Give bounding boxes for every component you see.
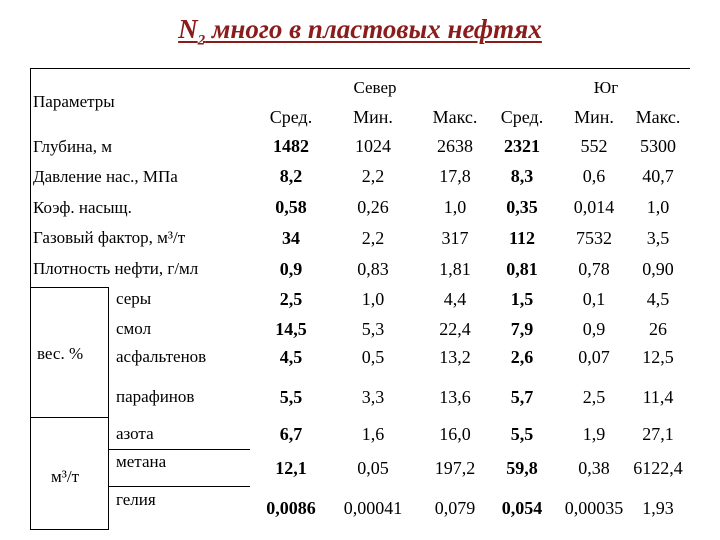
table-cell: 0,78 — [578, 259, 610, 279]
table-cell: 5,7 — [510, 387, 534, 407]
header-params: Параметры — [33, 92, 115, 111]
table-cell: 26 — [649, 319, 667, 339]
table-cell: 2,5 — [279, 289, 303, 309]
table-cell: 5300 — [640, 136, 676, 156]
table-cell: 4,5 — [279, 347, 303, 367]
column-header: Мин. — [574, 107, 614, 127]
row-label: гелия — [116, 490, 156, 509]
table-cell: 0,35 — [506, 197, 538, 217]
title-rest: много в пластовых нефтях — [205, 14, 542, 44]
table-cell: 1,0 — [361, 289, 385, 309]
row-label: серы — [116, 289, 152, 308]
gas-group-bottom — [30, 529, 108, 530]
table-cell: 1,6 — [361, 424, 385, 444]
table-cell: 0,58 — [275, 197, 307, 217]
table-cell: 17,8 — [439, 166, 471, 186]
table-cell: 0,05 — [357, 458, 389, 478]
table-cell: 13,6 — [439, 387, 471, 407]
table-cell: 0,00035 — [564, 498, 624, 518]
table-cell: 2,5 — [582, 387, 606, 407]
table-cell: 0,90 — [642, 259, 674, 279]
table-cell: 0,83 — [357, 259, 389, 279]
gas-group-divider — [108, 417, 109, 530]
row-label: Давление нас., МПа — [33, 167, 178, 186]
table-cell: 0,054 — [501, 498, 543, 518]
table-cell: 1,93 — [642, 498, 674, 518]
table-cell: 1,0 — [443, 197, 467, 217]
table-cell: 3,5 — [646, 228, 670, 248]
table-cell: 0,014 — [573, 197, 615, 217]
title-subscript: 2 — [197, 32, 206, 49]
table-cell: 0,00041 — [343, 498, 403, 518]
column-header: Сред. — [269, 107, 313, 127]
table-cell: 0,9 — [582, 319, 606, 339]
column-header: Мин. — [353, 107, 393, 127]
row-label: Плотность нефти, г/мл — [33, 259, 199, 278]
table-cell: 2321 — [504, 136, 540, 156]
table-cell: 0,0086 — [266, 498, 316, 518]
table-cell: 7,9 — [510, 319, 534, 339]
weight-group-top — [30, 287, 108, 288]
table-cell: 0,9 — [279, 259, 303, 279]
column-header: Макс. — [432, 107, 478, 127]
table-cell: 5,5 — [510, 424, 534, 444]
column-header: Сред. — [500, 107, 544, 127]
table-cell: 2,6 — [510, 347, 534, 367]
group-label-gas: м³/т — [51, 467, 80, 486]
table-cell: 34 — [282, 228, 300, 248]
table-cell: 0,38 — [578, 458, 610, 478]
table-cell: 0,079 — [434, 498, 476, 518]
table-cell: 1,5 — [510, 289, 534, 309]
table-cell: 0,1 — [582, 289, 606, 309]
table-cell: 5,3 — [361, 319, 385, 339]
header-south: Юг — [593, 78, 619, 97]
table-cell: 1,9 — [582, 424, 606, 444]
table-cell: 1,81 — [439, 259, 471, 279]
header-north: Север — [353, 78, 397, 97]
table-cell: 16,0 — [439, 424, 471, 444]
row-label: Газовый фактор, м³/т — [33, 228, 186, 247]
column-header: Макс. — [635, 107, 681, 127]
table-cell: 6,7 — [279, 424, 303, 444]
table-left-border — [30, 68, 31, 530]
table-cell: 2,2 — [361, 228, 385, 248]
table-cell: 3,3 — [361, 387, 385, 407]
table-cell: 22,4 — [439, 319, 471, 339]
row-label: асфальтенов — [116, 347, 207, 366]
table-cell: 27,1 — [642, 424, 674, 444]
table-cell: 8,3 — [510, 166, 534, 186]
table-cell: 1024 — [355, 136, 391, 156]
table-cell: 4,5 — [646, 289, 670, 309]
table-cell: 1482 — [273, 136, 309, 156]
table-cell: 0,26 — [357, 197, 389, 217]
table-cell: 12,1 — [275, 458, 307, 478]
table-cell: 7532 — [576, 228, 612, 248]
table-cell: 59,8 — [506, 458, 538, 478]
table-cell: 317 — [441, 228, 469, 248]
table-cell: 2638 — [437, 136, 473, 156]
table-cell: 0,81 — [506, 259, 538, 279]
table-cell: 11,4 — [642, 387, 674, 407]
row-label: парафинов — [116, 387, 195, 406]
table-cell: 197,2 — [434, 458, 476, 478]
group-label-weight: вес. % — [37, 344, 84, 363]
table-cell: 13,2 — [439, 347, 471, 367]
weight-group-divider — [108, 287, 109, 417]
gas-row-divider-1 — [108, 449, 250, 450]
gas-group-top — [30, 417, 108, 418]
row-label: метана — [116, 452, 167, 471]
table-cell: 1,0 — [646, 197, 670, 217]
row-label: Коэф. насыщ. — [33, 198, 132, 217]
table-top-border — [30, 68, 690, 69]
page-title — [0, 14, 720, 49]
table-cell: 4,4 — [443, 289, 467, 309]
table-cell: 40,7 — [642, 166, 674, 186]
table-cell: 5,5 — [279, 387, 303, 407]
table-cell: 0,6 — [582, 166, 606, 186]
table-cell: 0,07 — [578, 347, 610, 367]
gas-row-divider-2 — [108, 486, 250, 487]
row-label: смол — [116, 319, 152, 338]
row-label: Глубина, м — [33, 137, 112, 156]
table-cell: 112 — [508, 228, 535, 248]
table-cell: 0,5 — [361, 347, 385, 367]
table-cell: 12,5 — [642, 347, 674, 367]
table-cell: 552 — [580, 136, 608, 156]
title-main: N — [178, 14, 198, 44]
table-cell: 14,5 — [275, 319, 307, 339]
table-cell: 8,2 — [279, 166, 303, 186]
table-cell: 6122,4 — [633, 458, 683, 478]
table-cell: 2,2 — [361, 166, 385, 186]
row-label: азота — [116, 424, 154, 443]
